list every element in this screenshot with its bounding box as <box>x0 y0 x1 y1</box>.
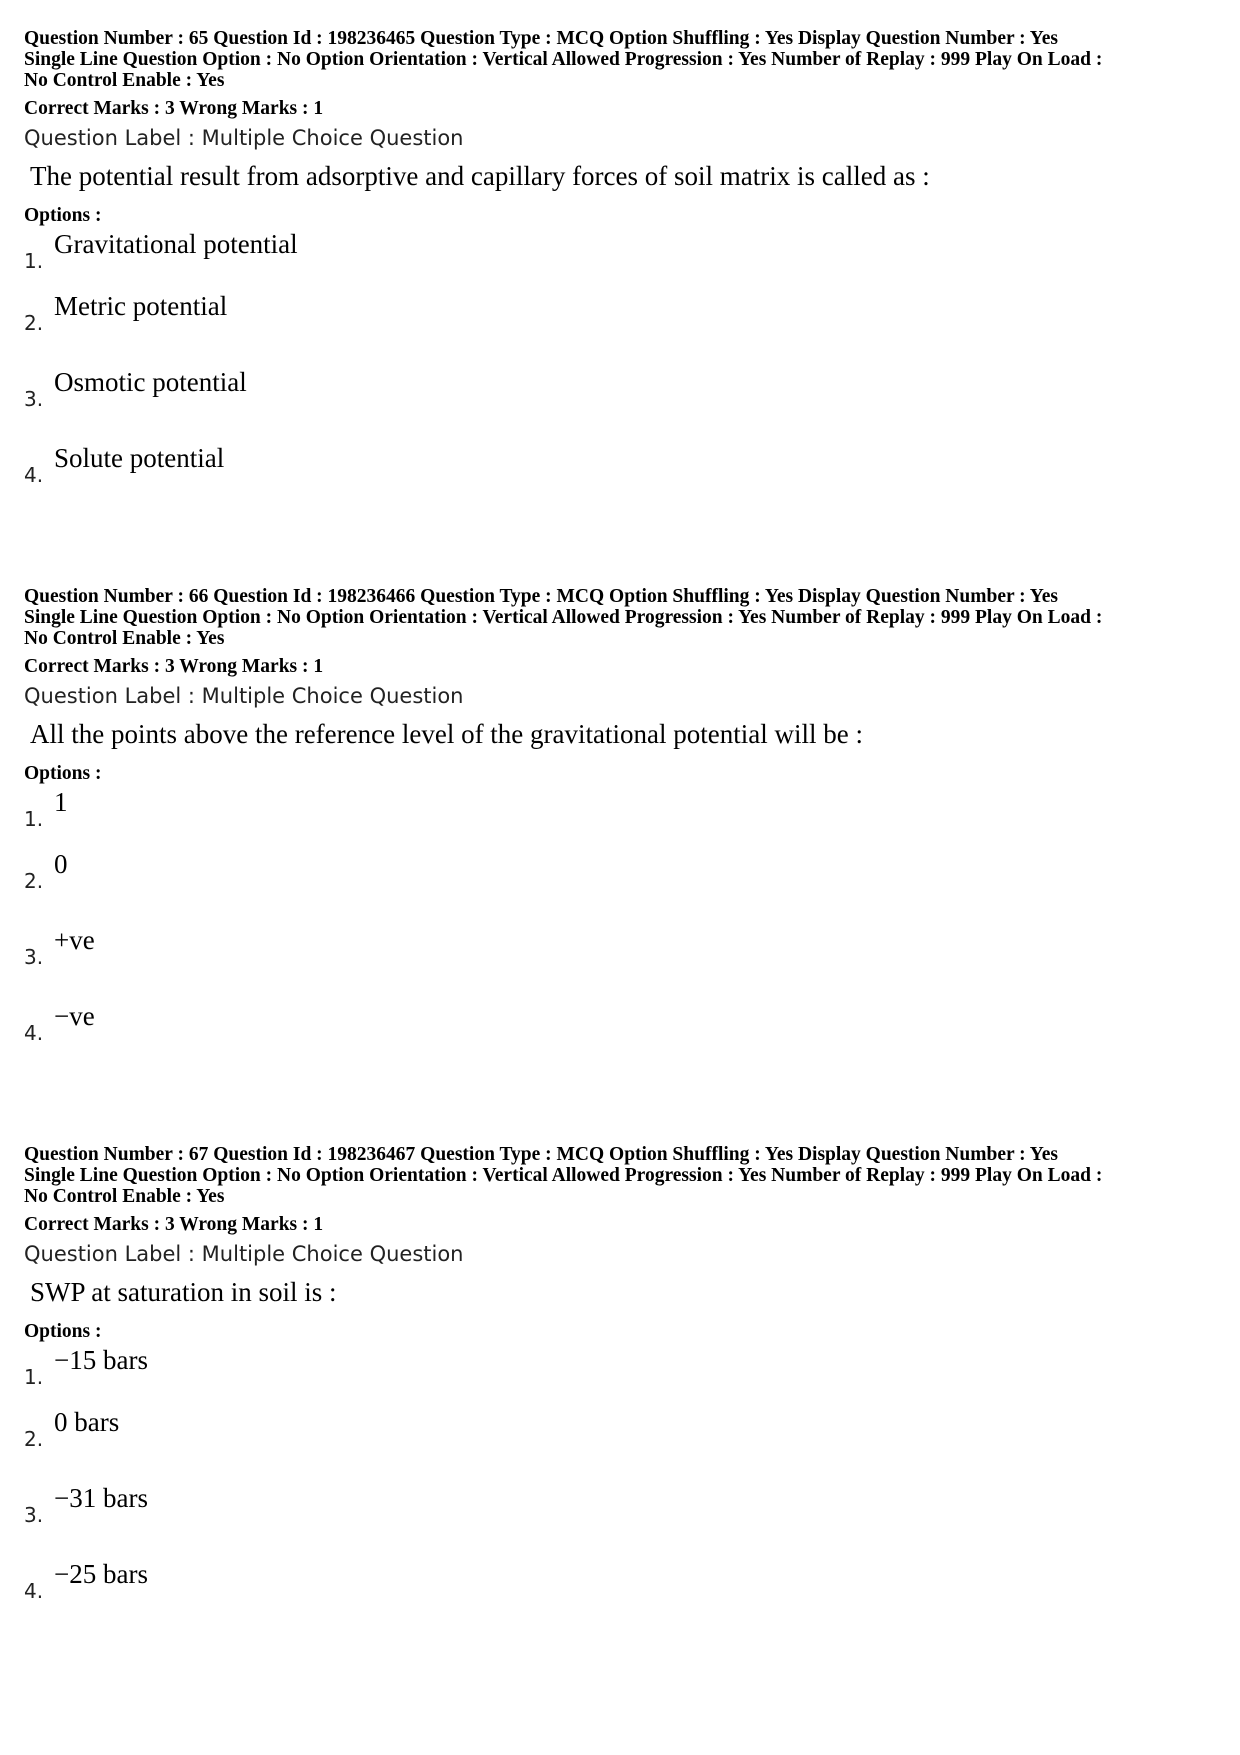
option-number: 3. <box>24 387 44 411</box>
options-list <box>24 227 1214 517</box>
question-block-66 <box>24 586 1214 1144</box>
option-number: 1. <box>24 1365 44 1389</box>
option-item[interactable] <box>24 441 1214 517</box>
option-number: 2. <box>24 1427 44 1451</box>
question-label: Question Label : Multiple Choice Question <box>24 684 464 708</box>
options-list <box>24 1343 1214 1633</box>
option-text: Gravitational potential <box>54 229 298 259</box>
option-text: Osmotic potential <box>54 367 247 397</box>
option-item[interactable] <box>24 999 1214 1075</box>
option-text: −25 bars <box>54 1559 148 1589</box>
option-number: 2. <box>24 311 44 335</box>
option-item[interactable] <box>24 1343 1214 1405</box>
option-item[interactable] <box>24 1481 1214 1557</box>
option-text: Metric potential <box>54 291 228 321</box>
option-item[interactable] <box>24 923 1214 999</box>
option-text: Solute potential <box>54 443 225 473</box>
option-number: 1. <box>24 807 44 831</box>
option-item[interactable] <box>24 1405 1214 1481</box>
option-item[interactable] <box>24 785 1214 847</box>
marks-info: Correct Marks : 3 Wrong Marks : 1 <box>24 656 324 677</box>
option-number: 2. <box>24 869 44 893</box>
question-text: SWP at saturation in soil is : <box>30 1277 337 1307</box>
option-text: −15 bars <box>54 1345 148 1375</box>
question-meta-line: No Control Enable : Yes <box>24 1186 225 1207</box>
question-block-67 <box>24 1144 1214 1702</box>
question-meta-line: Single Line Question Option : No Option Orientation : Vertical Allowed Progression : Yes Number of Replay : 999 Play On Load : <box>24 607 1103 628</box>
option-text: −ve <box>54 1001 95 1031</box>
question-label: Question Label : Multiple Choice Question <box>24 126 464 150</box>
marks-info: Correct Marks : 3 Wrong Marks : 1 <box>24 98 324 119</box>
options-heading: Options : <box>24 1321 102 1342</box>
option-number: 1. <box>24 249 44 273</box>
option-number: 3. <box>24 945 44 969</box>
question-meta-line: Question Number : 65 Question Id : 198236465 Question Type : MCQ Option Shuffling : Yes Display Question Number : Yes <box>24 28 1058 49</box>
option-text: 0 bars <box>54 1407 120 1437</box>
question-block-65 <box>24 28 1214 586</box>
option-number: 4. <box>24 463 44 487</box>
option-item[interactable] <box>24 1557 1214 1633</box>
question-meta-line: Question Number : 66 Question Id : 198236466 Question Type : MCQ Option Shuffling : Yes Display Question Number : Yes <box>24 586 1058 607</box>
question-paper <box>24 28 1214 1702</box>
question-text: The potential result from adsorptive and capillary forces of soil matrix is called as : <box>30 161 930 191</box>
question-meta-line: Single Line Question Option : No Option Orientation : Vertical Allowed Progression : Yes Number of Replay : 999 Play On Load : <box>24 49 1103 70</box>
options-list <box>24 785 1214 1075</box>
option-number: 4. <box>24 1579 44 1603</box>
options-heading: Options : <box>24 763 102 784</box>
option-item[interactable] <box>24 365 1214 441</box>
option-text: +ve <box>54 925 95 955</box>
option-item[interactable] <box>24 289 1214 365</box>
option-text: 1 <box>54 787 68 817</box>
option-text: −31 bars <box>54 1483 148 1513</box>
question-meta-line: Single Line Question Option : No Option Orientation : Vertical Allowed Progression : Yes Number of Replay : 999 Play On Load : <box>24 1165 1103 1186</box>
question-meta-line: No Control Enable : Yes <box>24 628 225 649</box>
marks-info: Correct Marks : 3 Wrong Marks : 1 <box>24 1214 324 1235</box>
question-meta-line: No Control Enable : Yes <box>24 70 225 91</box>
question-label: Question Label : Multiple Choice Question <box>24 1242 464 1266</box>
option-number: 3. <box>24 1503 44 1527</box>
question-text: All the points above the reference level of the gravitational potential will be : <box>30 719 863 749</box>
option-item[interactable] <box>24 847 1214 923</box>
options-heading: Options : <box>24 205 102 226</box>
option-item[interactable] <box>24 227 1214 289</box>
question-meta-line: Question Number : 67 Question Id : 198236467 Question Type : MCQ Option Shuffling : Yes Display Question Number : Yes <box>24 1144 1058 1165</box>
option-number: 4. <box>24 1021 44 1045</box>
option-text: 0 <box>54 849 68 879</box>
